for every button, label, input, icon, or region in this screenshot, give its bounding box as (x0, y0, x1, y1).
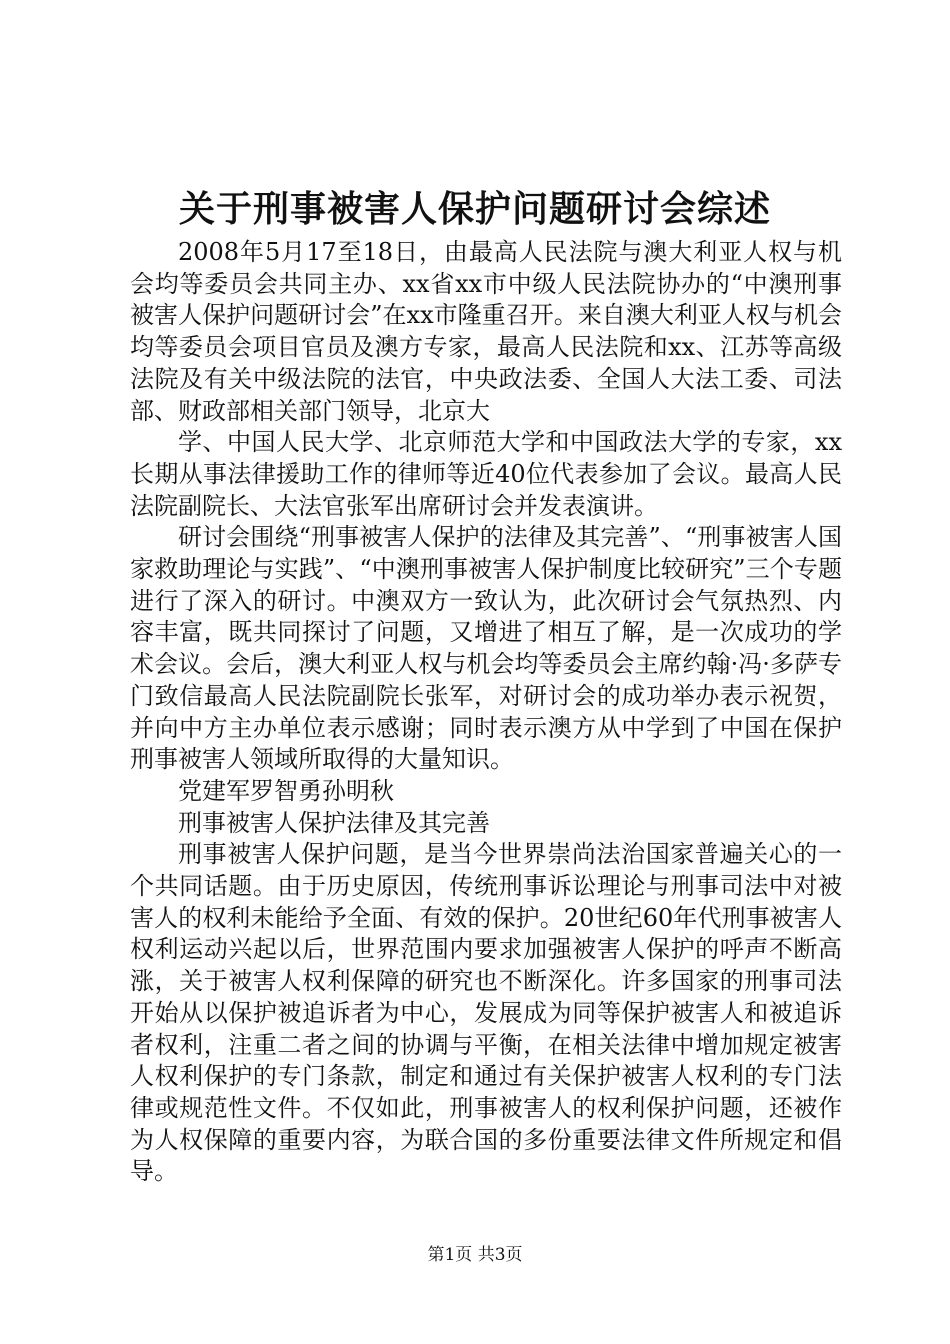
paragraph-attendees: 学、中国人民大学、北京师范大学和中国政法大学的专家，xx长期从事法律援助工作的律师等近40位代表参加了会议。最高人民法院副院长、大法官张军出席研讨会并发表演讲。 (130, 428, 842, 520)
document-title: 关于刑事被害人保护问题研讨会综述 (178, 188, 771, 230)
document-body (130, 237, 842, 1188)
paragraph-authors: 党建军罗智勇孙明秋 (178, 776, 394, 805)
paragraph-intro: 2008年5月17至18日，由最高人民法院与澳大利亚人权与机会均等委员会共同主办、xx省xx市中级人民法院协办的“中澳刑事被害人保护问题研讨会”在xx市隆重召开。来自澳大利亚人权与机会均等委员会项目官员及澳方专家，最高人民法院和xx、江苏等高级法院及有关中级法院的法官，中央政法委、全国人大法工委、司法部、财政部相关部门领导，北京大 (130, 238, 842, 425)
paragraph-topics: 研讨会围绕“刑事被害人保护的法律及其完善”、“刑事被害人国家救助理论与实践”、“中澳刑事被害人保护制度比较研究”三个专题进行了深入的研讨。中澳双方一致认为，此次研讨会气氛热烈、内容丰富，既共同探讨了问题，又增进了相互了解，是一次成功的学术会议。会后，澳大利亚人权与机会均等委员会主席约翰·冯·多萨专门致信最高人民法院副院长张军，对研讨会的成功举办表示祝贺，并向中方主办单位表示感谢；同时表示澳方从中学到了中国在保护刑事被害人领域所取得的大量知识。 (130, 523, 842, 774)
section-heading: 刑事被害人保护法律及其完善 (178, 808, 490, 837)
paragraph-section-body: 刑事被害人保护问题，是当今世界崇尚法治国家普遍关心的一个共同话题。由于历史原因，传统刑事诉讼理论与刑事司法中对被害人的权利未能给予全面、有效的保护。20世纪60年代刑事被害人权利运动兴起以后，世界范围内要求加强被害人保护的呼声不断高涨，关于被害人权利保障的研究也不断深化。许多国家的刑事司法开始从以保护被追诉者为中心，发展成为同等保护被害人和被追诉者权利，注重二者之间的协调与平衡，在相关法律中增加规定被害人权利保护的专门条款，制定和通过有关保护被害人权利的专门法律或规范性文件。不仅如此，刑事被害人的权利保护问题，还被作为人权保障的重要内容，为联合国的多份重要法律文件所规定和倡导。 (130, 840, 842, 1186)
page-footer: 第1页 共3页 (427, 1245, 523, 1265)
